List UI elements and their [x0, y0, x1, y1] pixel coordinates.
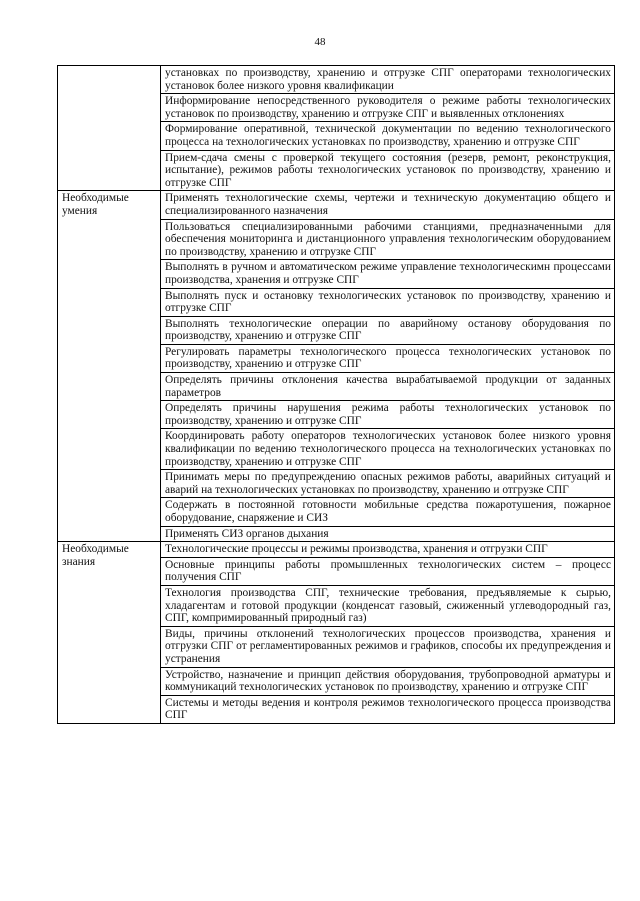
- row-text: установках по производству, хранению и отгрузке СПГ операторами технологических установок более низкого уровня квалификации: [161, 66, 615, 94]
- row-text: Пользоваться специализированными рабочими станциями, предназначенными для обеспечения мониторинга и дистанционного управления технологическим оборудованием по производству, хранению и отгрузке СПГ: [161, 219, 615, 260]
- row-text: Технологические процессы и режимы производства, хранения и отгрузки СПГ: [161, 542, 615, 558]
- competency-table-body: [58, 66, 615, 724]
- row-text: Выполнять в ручном и автоматическом режиме управление технологическимн процессами производства, хранения и отгрузке СПГ: [161, 260, 615, 288]
- row-text: Информирование непосредственного руководителя о режиме работы технологических установок по производству, хранению и отгрузке СПГ и выявленных отклонениях: [161, 94, 615, 122]
- row-text: Принимать меры по предупреждению опасных режимов работы, аварийных ситуаций и аварий на технологических установках по производству, хранению и отгрузке СПГ: [161, 470, 615, 498]
- row-text: Прием-сдача смены с проверкой текущего состояния (резерв, ремонт, реконструкция, испытание), режимов работы технологических установок по производству, хранению и отгрузке СПГ: [161, 150, 615, 191]
- row-text: Технология производства СПГ, технические требования, предъявляемые к сырью, хладагентам и готовой продукции (конденсат газовый, сжиженный углеводородный газ, СПГ, компримированный природный газ): [161, 585, 615, 626]
- row-text: Определять причины отклонения качества вырабатываемой продукции от заданных параметров: [161, 373, 615, 401]
- row-text: Применять технологические схемы, чертежи и техническую документацию общего и специализированного назначения: [161, 191, 615, 219]
- row-text: Координировать работу операторов технологических установок более низкого уровня квалификации по ведению технологического процесса на технологических установках по производству, хранению и отгрузке СПГ: [161, 429, 615, 470]
- row-text: Применять СИЗ органов дыхания: [161, 526, 615, 542]
- table-row: [58, 66, 615, 94]
- table-row: [58, 542, 615, 558]
- row-text: Основные принципы работы промышленных технологических систем – процесс получения СПГ: [161, 557, 615, 585]
- competency-table: [57, 65, 615, 724]
- section-label: Необходимые знания: [58, 542, 161, 724]
- page-number: 48: [314, 36, 326, 48]
- row-text: Виды, причины отклонений технологических процессов производства, хранения и отгрузки СПГ от регламентированных режимов и графиков, способы их предупреждения и устранения: [161, 626, 615, 667]
- row-text: Регулировать параметры технологического процесса технологических установок по производству, хранению и отгрузке СПГ: [161, 344, 615, 372]
- table-row: [58, 191, 615, 219]
- row-text: Выполнять технологические операции по аварийному останову оборудования по производству, хранению и отгрузке СПГ: [161, 316, 615, 344]
- row-text: Устройство, назначение и принцип действия оборудования, трубопроводной арматуры и коммуникаций технологических установок по производству, хранению и отгрузке СПГ: [161, 667, 615, 695]
- row-text: Системы и методы ведения и контроля режимов технологического процесса производства СПГ: [161, 695, 615, 723]
- row-text: Содержать в постоянной готовности мобильные средства пожаротушения, пожарное оборудование, снаряжение и СИЗ: [161, 498, 615, 526]
- row-text: Формирование оперативной, технической документации по ведению технологического процесса на технологических установках по производству, хранению и отгрузке СПГ: [161, 122, 615, 150]
- section-label: Необходимые умения: [58, 191, 161, 542]
- row-text: Определять причины нарушения режима работы технологических установок по производству, хранению и отгрузке СПГ: [161, 401, 615, 429]
- section-label: [58, 66, 161, 191]
- row-text: Выполнять пуск и остановку технологических установок по производству, хранению и отгрузке СПГ: [161, 288, 615, 316]
